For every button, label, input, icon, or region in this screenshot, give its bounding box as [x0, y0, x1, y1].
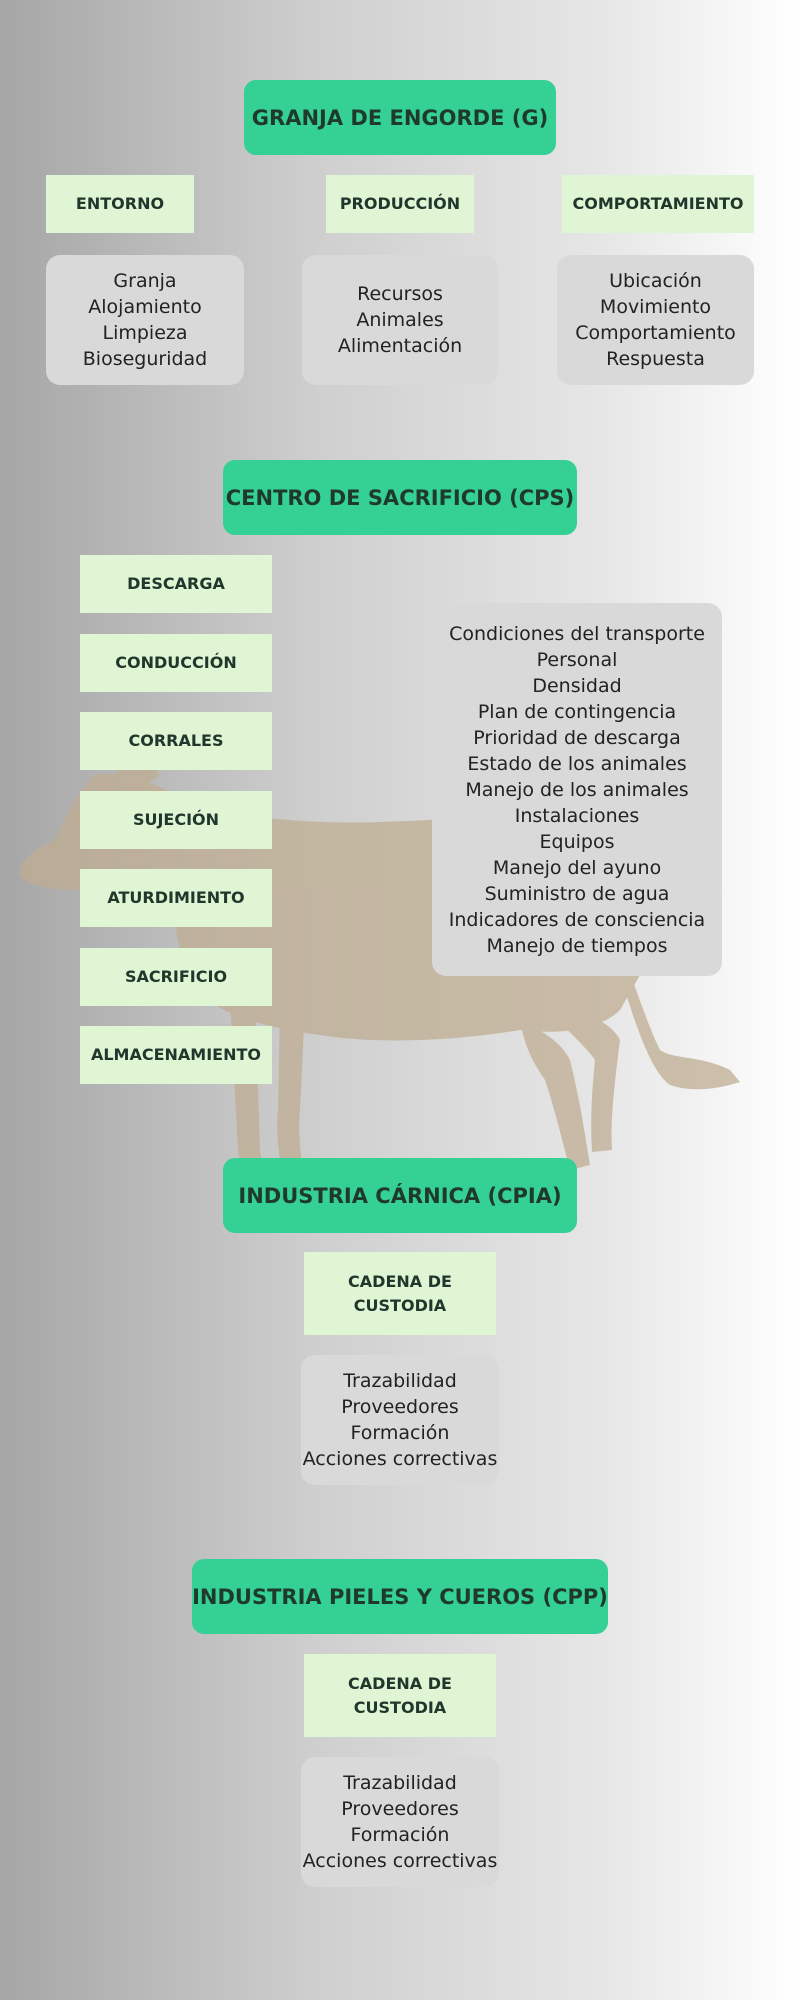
- list-item: Formación: [350, 1824, 450, 1846]
- list-item: Indicadores de consciencia: [448, 908, 706, 931]
- list-item: Trazabilidad: [343, 1370, 457, 1392]
- list-item: Densidad: [532, 674, 622, 697]
- list-item: Prioridad de descarga: [473, 726, 681, 749]
- list-item: Alimentación: [337, 335, 463, 357]
- step-conduccion: CONDUCCIÓN: [80, 634, 272, 692]
- list-item: Personal: [536, 648, 618, 671]
- list-item: Granja: [113, 270, 177, 292]
- pieles-items-box: [301, 1757, 499, 1887]
- list-item: Condiciones del transporte: [449, 622, 705, 645]
- list-item: Comportamiento: [575, 322, 736, 344]
- step-sujecion: SUJECIÓN: [80, 791, 272, 849]
- list-item: Proveedores: [341, 1798, 459, 1820]
- carnica-items-box: [301, 1355, 499, 1485]
- category-label-comportamiento: COMPORTAMIENTO: [562, 175, 754, 233]
- list-item: Acciones correctivas: [302, 1448, 498, 1470]
- list-item: Trazabilidad: [343, 1772, 457, 1794]
- pieles-custodia-label: CADENA DE CUSTODIA: [304, 1654, 496, 1737]
- list-item: Manejo de tiempos: [486, 934, 668, 957]
- list-item: Manejo de los animales: [465, 778, 689, 801]
- list-item: Recursos: [357, 283, 443, 305]
- list-item: Estado de los animales: [467, 752, 687, 775]
- carnica-header: INDUSTRIA CÁRNICA (CPIA): [223, 1158, 577, 1233]
- step-aturdimiento: ATURDIMIENTO: [80, 869, 272, 927]
- carnica-custodia-label: CADENA DE CUSTODIA: [304, 1252, 496, 1335]
- category-label-entorno: ENTORNO: [46, 175, 194, 233]
- list-item: Animales: [356, 309, 444, 331]
- list-item: Bioseguridad: [82, 348, 208, 370]
- list-item: Respuesta: [606, 348, 705, 370]
- list-item: Proveedores: [341, 1396, 459, 1418]
- sacrificio-header: CENTRO DE SACRIFICIO (CPS): [223, 460, 577, 535]
- list-item: Movimiento: [599, 296, 712, 318]
- list-item: Limpieza: [102, 322, 188, 344]
- list-item: Suministro de agua: [484, 882, 670, 905]
- list-item: Plan de contingencia: [477, 700, 677, 723]
- entorno-items-box: [46, 255, 244, 385]
- list-item: Ubicación: [609, 270, 702, 292]
- produccion-items-box: [302, 255, 498, 385]
- step-descarga: DESCARGA: [80, 555, 272, 613]
- comportamiento-items-box: [557, 255, 754, 385]
- step-sacrificio: SACRIFICIO: [80, 948, 272, 1006]
- sacrificio-items-box: [432, 603, 722, 976]
- list-item: Acciones correctivas: [302, 1850, 498, 1872]
- step-almacenamiento: ALMACENAMIENTO: [80, 1026, 272, 1084]
- list-item: Instalaciones: [514, 804, 640, 827]
- pieles-header: INDUSTRIA PIELES Y CUEROS (CPP): [192, 1559, 608, 1634]
- list-item: Equipos: [539, 830, 615, 853]
- category-label-produccion: PRODUCCIÓN: [326, 175, 474, 233]
- granja-header: GRANJA DE ENGORDE (G): [244, 80, 556, 155]
- list-item: Alojamiento: [88, 296, 202, 318]
- list-item: Manejo del ayuno: [492, 856, 662, 879]
- step-corrales: CORRALES: [80, 712, 272, 770]
- list-item: Formación: [350, 1422, 450, 1444]
